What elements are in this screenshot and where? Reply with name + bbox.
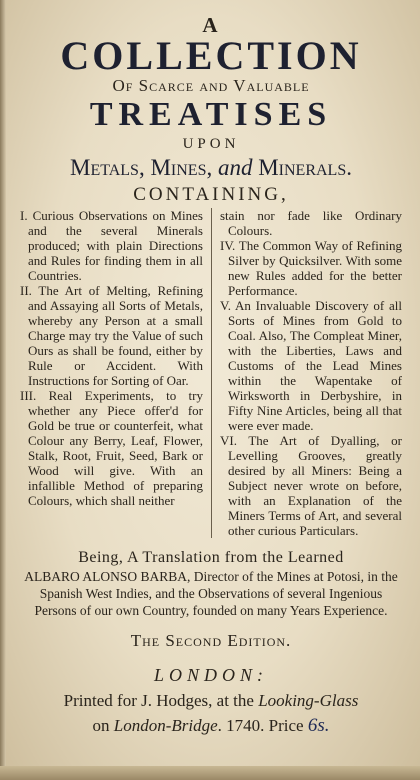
translation-body: ALBARO ALONSO BARBA, Director of the Mines at Potosi, in the Spanish West Indies, and the Observations of several Ingenious Persons of our own Country, founded on many Years Experience. <box>24 569 398 618</box>
imprint-line-1 <box>20 690 402 711</box>
title-line-upon: UPON <box>182 136 240 152</box>
contents-item: I. Curious Observations on Mines and the several Minerals produced; with plain Directions and Rules for finding them in all Countries. <box>20 208 203 283</box>
price-mark: 6s. <box>307 715 330 736</box>
imprint-printer: Printed for J. Hodges, at the <box>63 691 259 710</box>
edition-statement: The Second Edition. <box>130 631 292 650</box>
contents-columns <box>20 208 402 538</box>
contents-right-column <box>211 208 402 538</box>
translation-lead: Being, A Translation from the Learned <box>78 549 344 566</box>
contents-item: II. The Art of Melting, Refining and Assaying all Sorts of Metals, whereby any Person at a small Charge may try the Value of such Ours as shall be found, either by Rule or Accident. With Instructions for Sorting of Oar. <box>20 283 203 388</box>
title-metals-and: and <box>217 155 253 180</box>
imprint-sign: Looking-Glass <box>258 691 359 710</box>
imprint-bridge: London-Bridge <box>113 716 218 735</box>
imprint-date: . 1740. Price <box>217 716 308 735</box>
title-line-scarce: Of Scarce and Valuable <box>112 76 310 95</box>
contents-item: V. An Invaluable Discovery of all Sorts of Mines from Gold to Coal. Also, The Compleat Miner, with the Liberties, Laws and Customs of the Lead Mines within the Wapentake of Wirksworth in Derbyshire, in Fifty Nine Articles, being all that were ever made. <box>220 298 402 433</box>
title-line-a: A <box>202 13 220 37</box>
title-metals-part2: Minerals. <box>252 155 352 180</box>
imprint-on: on <box>92 716 114 735</box>
title-line-treatises: TREATISES <box>89 96 333 133</box>
contents-item: VI. The Art of Dyalling, or Levelling Grooves, greatly desired by all Miners: Being a Subject never wrote on before, with an Explanation of the Miners Terms of Art, and several other curious Particulars. <box>220 433 402 538</box>
contents-item: III. Real Experiments, to try whether any Piece offer'd for Gold be true or counterfeit, what Colour any Berry, Leaf, Flower, Stalk, Root, Fruit, Seed, Bark or Wood will give. With an infallible Method of preparing Colours, which shall neither <box>20 388 203 508</box>
contents-item: IV. The Common Way of Refining Silver by Quicksilver. With some new Rules added for the better Performance. <box>220 238 402 298</box>
title-line-collection: COLLECTION <box>60 33 362 78</box>
title-line-containing: CONTAINING, <box>133 184 289 205</box>
title-line-metals <box>20 154 402 182</box>
contents-item: stain nor fade like Ordinary Colours. <box>220 208 402 238</box>
page-bottom-edge <box>0 766 420 780</box>
imprint-line-2 <box>20 715 402 736</box>
imprint-city: LONDON: <box>153 665 268 685</box>
contents-left-column <box>20 208 211 538</box>
book-spine-edge <box>0 0 6 780</box>
title-metals-part1: Metals, Mines, <box>70 155 218 180</box>
